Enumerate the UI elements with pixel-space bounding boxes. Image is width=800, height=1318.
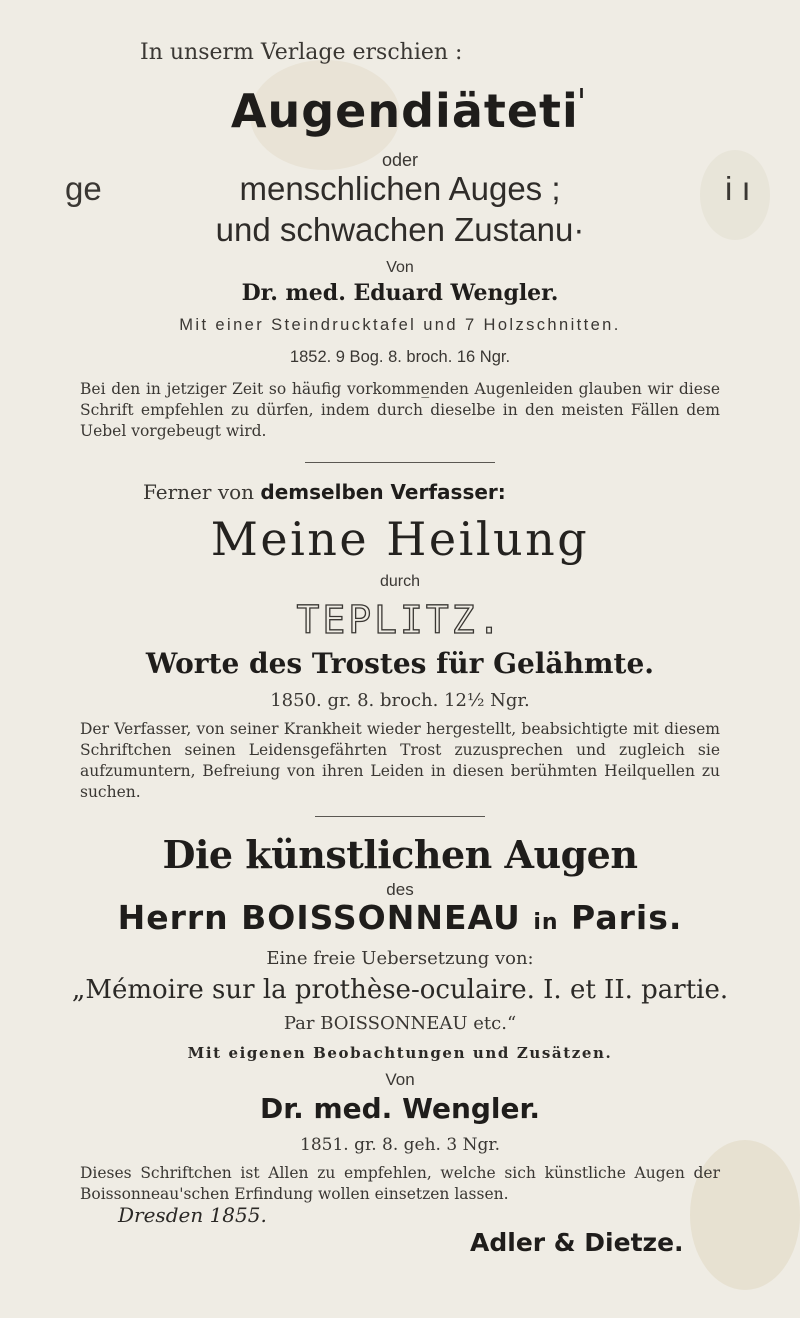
- book2-pub-info: 1850. gr. 8. broch. 12½ Ngr.: [270, 690, 530, 711]
- book3-original-title: „Mémoire sur la prothèse-oculaire. I. et II. partie.: [71, 975, 729, 1005]
- book3-original-author: Par BOISSONNEAU etc.“: [283, 1013, 517, 1034]
- book3-von: Von: [385, 1070, 415, 1089]
- book1-von: Von: [386, 259, 414, 276]
- ferner-prefix: Ferner von: [143, 480, 255, 504]
- book3-additions: Mit eigenen Beobachtungen und Zusätzen.: [187, 1044, 613, 1062]
- book3-herrn-city: Paris.: [571, 898, 683, 937]
- divider: [315, 816, 485, 817]
- ferner-bold: demselben Verfasser:: [260, 480, 506, 504]
- ferner-line: [143, 480, 506, 504]
- imprint-place-date: Dresden 1855.: [118, 1203, 267, 1227]
- book2-title: Meine Heilung: [210, 512, 590, 566]
- book1-title-text: Augendiäteti: [230, 84, 579, 138]
- book3-herrn-prefix: Herrn BOISSONNEAU: [117, 898, 521, 937]
- book1-description: Bei den in jetziger Zeit so häufig vorkomme̲nden Augenleiden glauben wir diese Schrift empfehlen zu dürfen, indem durch dieselbe in den meisten Fällen dem Uebel vorgebeugt wird.: [80, 380, 720, 440]
- book3-author: Dr. med. Wengler.: [260, 1092, 540, 1125]
- book1-connector: oder: [381, 150, 419, 170]
- book2-subtitle: Worte des Trostes für Gelähmte.: [145, 647, 655, 680]
- book2-description: Der Verfasser, von seiner Krankheit wieder hergestellt, beabsichtigte mit diesem Schriftchen seinen Leidensgefährten Trost zuzusprechen und zugleich sie aufzumuntern, Befreiung von ihren Leiden in diesen berühmten Heilquellen zu suchen.: [80, 720, 720, 801]
- book1-pub-info: 1852. 9 Bog. 8. broch. 16 Ngr.: [289, 348, 511, 366]
- divider: [305, 462, 495, 463]
- book1-title-line3: und schwachen Zustanu·: [215, 211, 585, 248]
- book1-title-line1: [0, 84, 800, 138]
- book3-herrn-line: [0, 898, 800, 937]
- intro-line: In unserm Verlage erschien :: [140, 40, 463, 65]
- book3-description: Dieses Schriftchen ist Allen zu empfehlen, welche sich künstliche Augen der Boissonneau'schen Erfindung wollen einsetzen lassen.: [80, 1164, 720, 1203]
- book3-herrn-in: in: [533, 910, 559, 935]
- book1-subtitle: Mit einer Steindrucktafel und 7 Holzschnitten.: [179, 316, 621, 334]
- book1-right-fragment: i ı: [725, 170, 751, 207]
- book1-left-fragment: ge: [65, 170, 102, 207]
- book2-place: TEPLITZ.: [296, 598, 504, 642]
- imprint-publisher: Adler & Dietze.: [470, 1228, 684, 1257]
- book3-pub-info: 1851. gr. 8. geh. 3 Ngr.: [300, 1135, 500, 1155]
- book3-connector: des: [386, 880, 414, 899]
- book1-title-tail: ˡ: [578, 84, 586, 112]
- book3-title: Die künstlichen Augen: [162, 832, 638, 877]
- book3-translation-note: Eine freie Uebersetzung von:: [266, 948, 534, 969]
- book1-title-line2: menschlichen Auges ;: [239, 170, 561, 207]
- book2-connector: durch: [379, 573, 421, 590]
- book1-author: Dr. med. Eduard Wengler.: [241, 280, 559, 306]
